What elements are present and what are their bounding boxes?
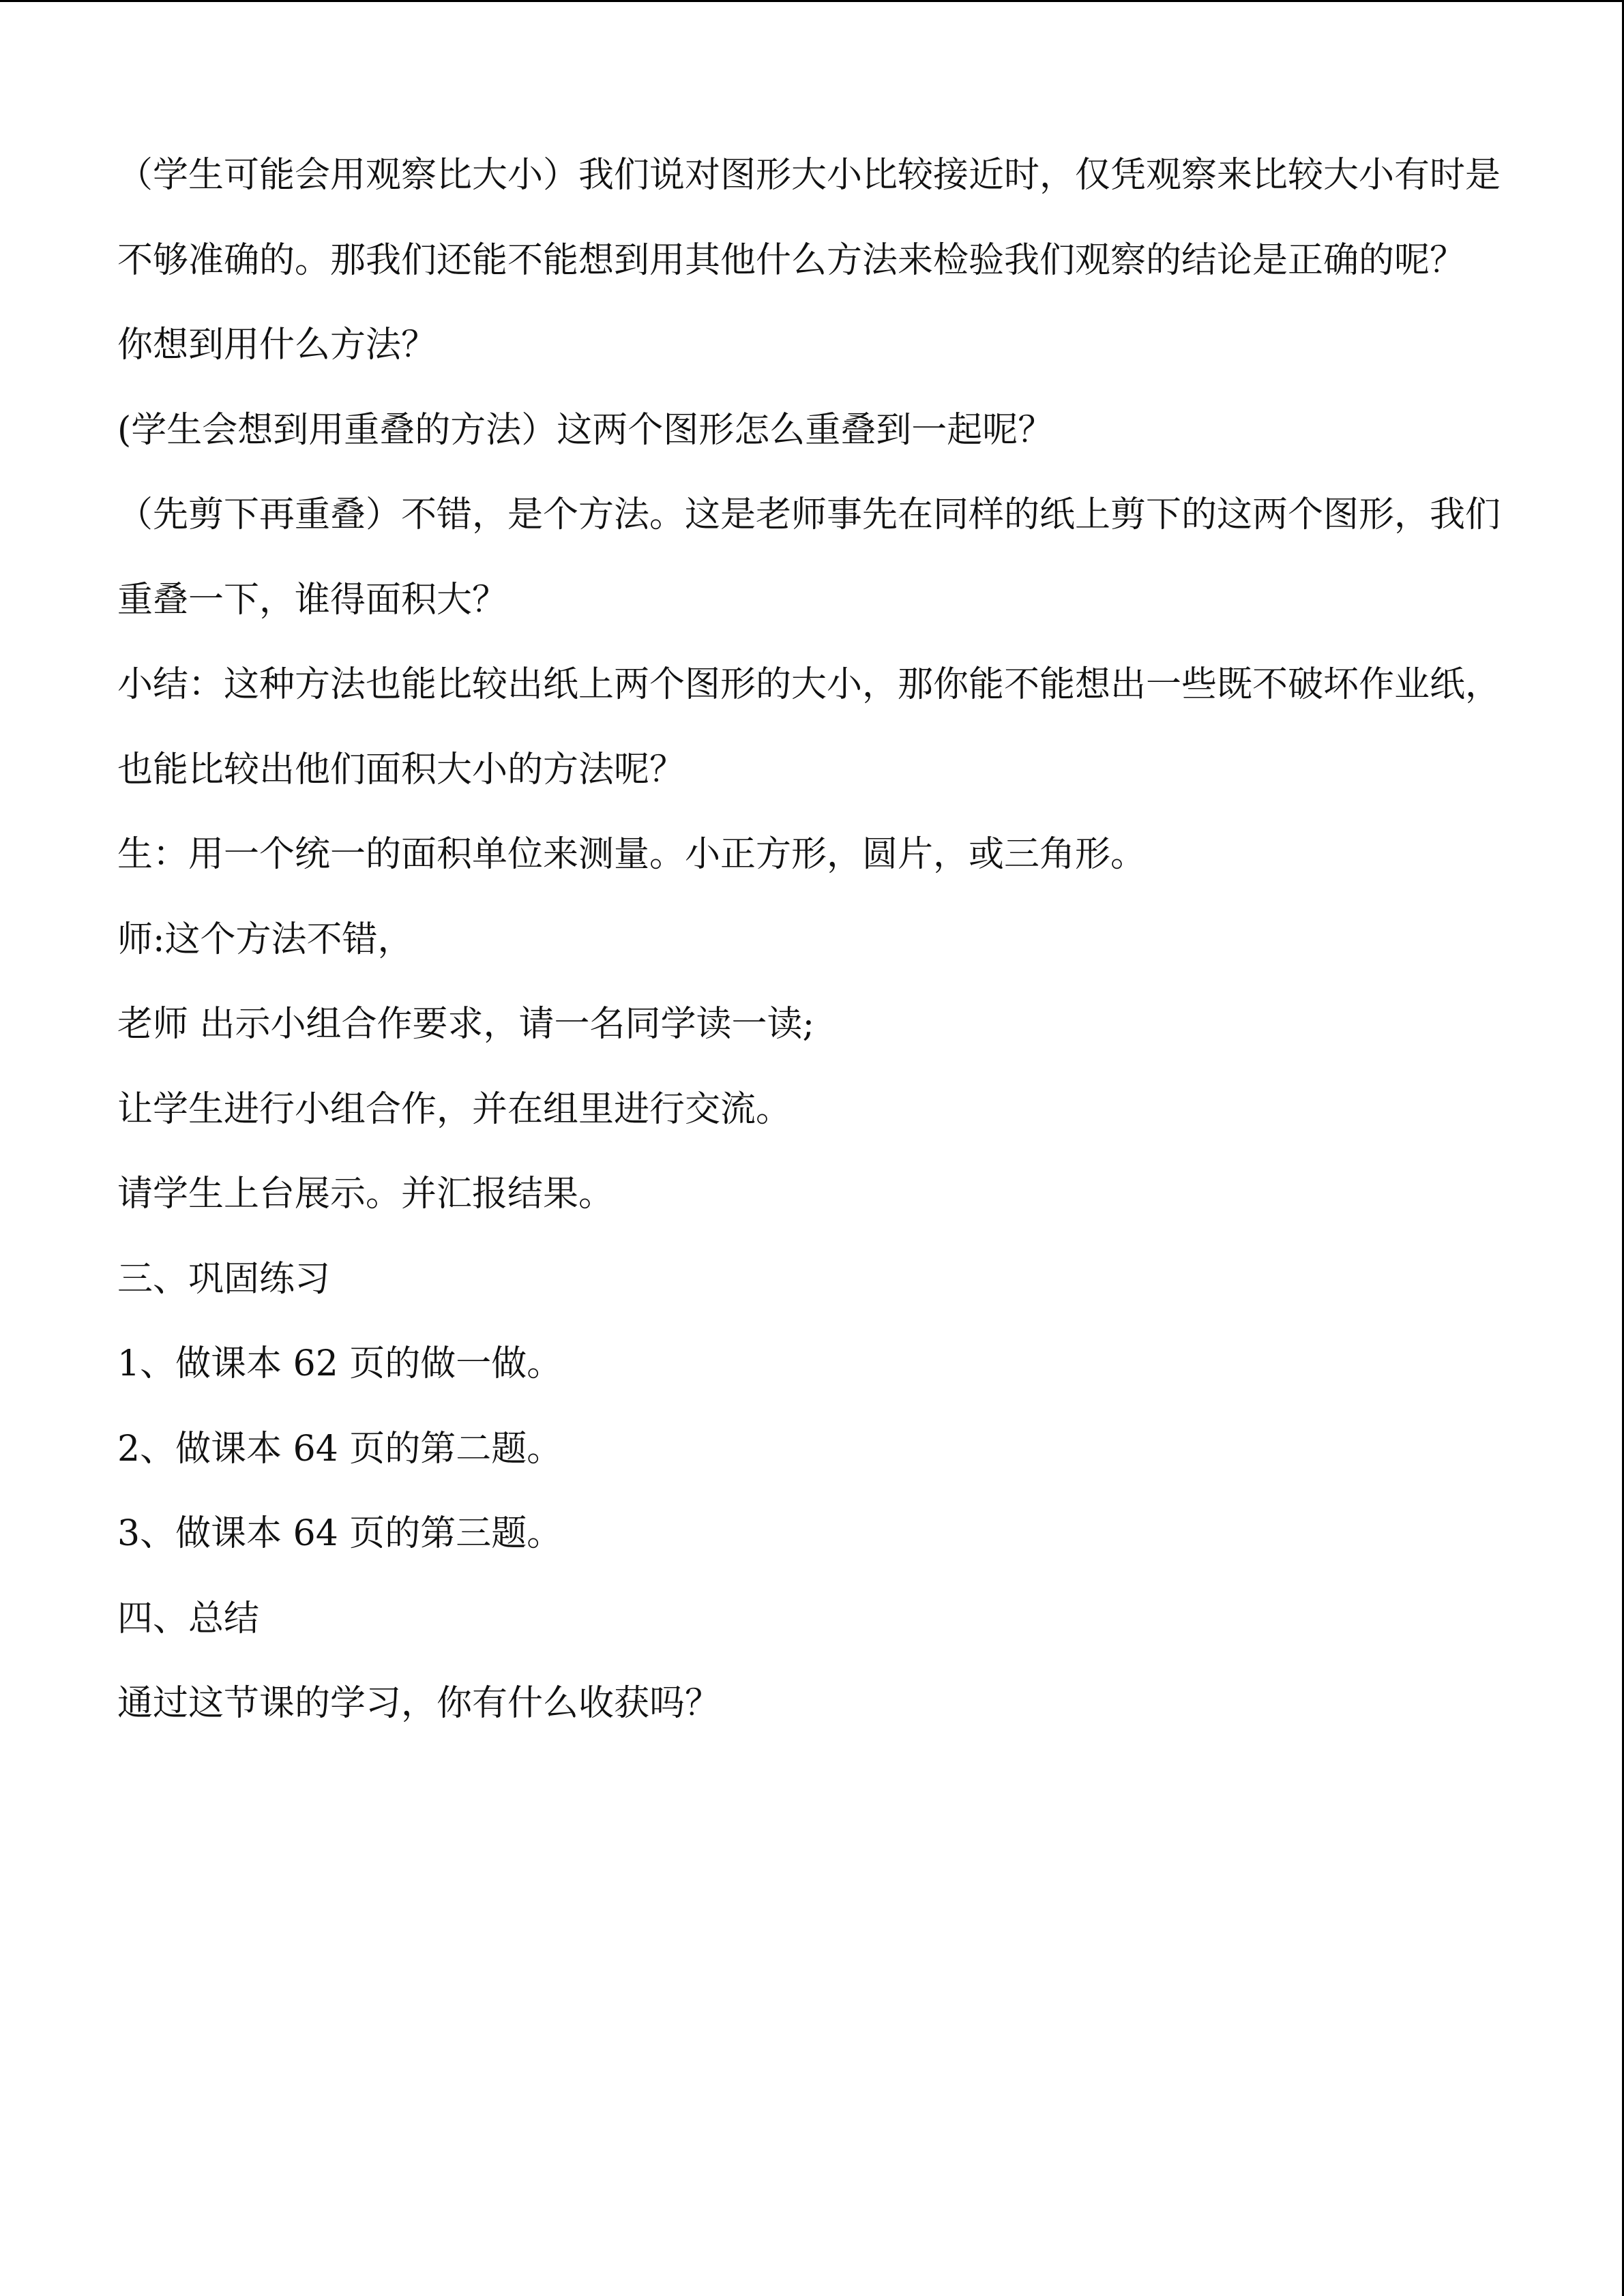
paragraph-closing-question: 通过这节课的学习，你有什么收获吗？ [117,1683,721,1724]
section-heading-summary: 四、总结 [117,1598,260,1639]
paragraph-question-method: 你想到用什么方法？ [117,325,437,366]
paragraph-group-work: 让学生进行小组合作，并在组里进行交流。 [117,1088,792,1130]
paragraph-student-answer: 生：用一个统一的面积单位来测量。小正方形，圆片，或三角形。 [117,834,1147,875]
document-body [117,133,1502,1746]
section-heading-practice: 三、巩固练习 [117,1258,331,1300]
paragraph-summary: 小结：这种方法也能比较出纸上两个图形的大小，那你能不能想出一些既不破坏作业纸，也能比较出他们面积大小的方法呢？ [117,664,1501,790]
exercise-item-2: 2、做课本 64 页的第二题。 [117,1428,563,1470]
paragraph-group-requirement: 老师 出示小组合作要求，请一名同学读一读; [117,1004,815,1045]
paragraph-observation-method: （学生可能会用观察比大小）我们说对图形大小比较接近时，仅凭观察来比较大小有时是不够准确的。那我们还能不能想到用其他什么方法来检验我们观察的结论是正确的呢？ [117,155,1501,281]
paragraph-teacher-comment: 师:这个方法不错， [117,919,413,960]
paragraph-present-results: 请学生上台展示。并汇报结果。 [117,1174,615,1214]
exercise-item-3: 3、做课本 64 页的第三题。 [117,1513,563,1554]
exercise-item-1: 1、做课本 62 页的做一做。 [117,1343,563,1384]
paragraph-overlap-method: (学生会想到用重叠的方法）这两个图形怎么重叠到一起呢？ [117,409,1054,451]
paragraph-cut-and-overlap: （先剪下再重叠）不错，是个方法。这是老师事先在同样的纸上剪下的这两个图形，我们重叠一下，谁得面积大？ [117,494,1501,621]
